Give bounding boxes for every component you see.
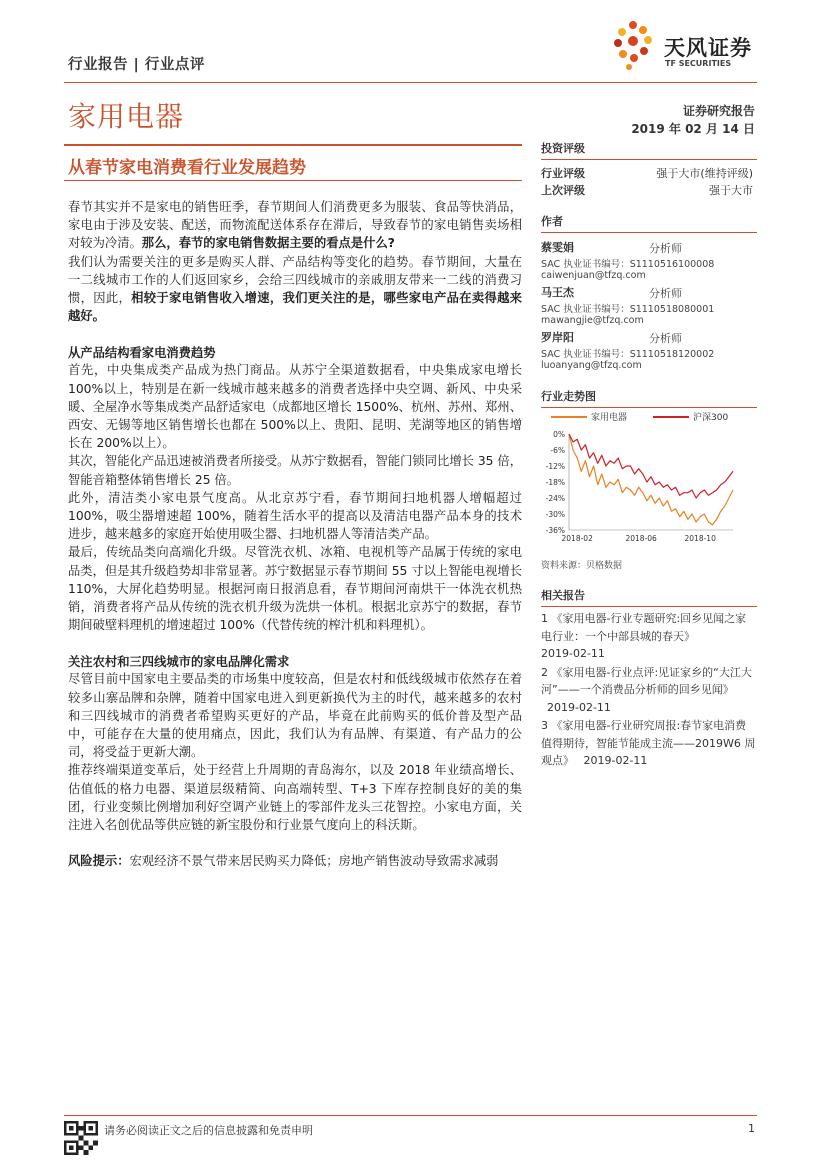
rating-section — [541, 140, 757, 202]
rating-label: 行业评级 — [541, 167, 585, 180]
author-cert: SAC 执业证书编号：S1110518080001 — [541, 304, 715, 315]
related-report-date: 2019-02-11 — [547, 700, 611, 714]
industry-title: 家用电器 — [68, 100, 185, 133]
title-rule-top — [64, 144, 522, 146]
trend-section — [541, 388, 757, 408]
author-email[interactable]: caiwenjuan@tfzq.com — [541, 270, 646, 281]
body-paragraph — [68, 198, 522, 253]
risk-text: 宏观经济不景气带来居民购买力降低；房地产销售波动导致需求减弱 — [129, 854, 499, 869]
y-tick-label: -6% — [550, 446, 565, 455]
author-cert: SAC 执业证书编号：S1110516100008 — [541, 259, 715, 270]
related-report-item[interactable] — [541, 664, 757, 717]
title-rule-bottom — [64, 180, 522, 181]
section-heading: 关注农村和三四线城市的家电品牌化需求 — [68, 655, 290, 670]
report-date: 2019 年 02 月 14 日 — [631, 122, 755, 136]
section-heading: 从产品结构看家电消费趋势 — [68, 346, 216, 361]
body-paragraph: 此外，清洁类小家电景气度高。从北京苏宁看，春节期间扫地机器人增幅超过 100%，吸尘器增速超 100%，随着生活水平的提高以及清洁电器产品本身的技术进步，越来越多的家庭开始使用吸尘器、扫地机器人等清洁类产品。 — [68, 490, 522, 542]
author-role: 分析师 — [649, 242, 682, 255]
legend-label: 沪深300 — [693, 413, 729, 423]
pinwheel-icon — [608, 20, 658, 72]
rating-rule — [541, 159, 757, 160]
rating-value: 强于大市(维持评级) — [656, 167, 753, 180]
author-name: 蔡雯娟 — [541, 241, 574, 254]
body-paragraph: 最后，传统品类向高端化升级。尽管洗衣机、冰箱、电视机等产品属于传统的家电品类，但是其升级趋势却非常显著。苏宁数据显示春节期间 55 寸以上智能电视增长 110%，大屏化趋势明显。根据河南日报消息看，春节期间河南烘干一体洗衣机热销，消费者将产品从传统的洗衣机升级为洗烘一体机。根据北京苏宁的数据，春节期间破壁料理机的增速超过 100%（代替传统的榨汁机和料理机）。 — [68, 545, 522, 633]
series-line — [569, 434, 733, 525]
y-tick-label: -18% — [545, 478, 565, 487]
body-emphasis: 那么，春节的家电销售数据主要的看点是什么? — [141, 236, 395, 251]
authors-heading: 作者 — [541, 215, 563, 228]
rating-value: 强于大市 — [709, 184, 753, 197]
risk-label: 风险提示： — [68, 854, 130, 869]
footer-rule — [64, 1115, 757, 1116]
rating-heading: 投资评级 — [541, 142, 585, 155]
brand-name-cn: 天风证券 — [664, 36, 752, 60]
author-card — [541, 329, 757, 383]
x-tick-label: 2018-02 — [561, 534, 593, 543]
y-tick-label: -36% — [545, 526, 565, 535]
author-name: 罗岸阳 — [541, 331, 574, 344]
body-paragraph — [68, 253, 522, 326]
authors-rule — [541, 232, 757, 233]
related-heading: 相关报告 — [541, 589, 585, 602]
author-name: 马王杰 — [541, 286, 574, 299]
footer-disclaimer[interactable]: 请务必阅读正文之后的信息披露和免责申明 — [104, 1124, 313, 1137]
y-tick-label: -30% — [545, 510, 565, 519]
x-tick-label: 2018-10 — [684, 534, 716, 543]
author-cert: SAC 执业证书编号：S1110518120002 — [541, 349, 715, 360]
related-rule — [541, 606, 757, 607]
trend-source: 资料来源：贝格数据 — [541, 561, 623, 571]
brand-logo — [608, 20, 758, 72]
qr-code-icon — [64, 1121, 98, 1155]
authors-section — [541, 213, 757, 383]
body-paragraph: 其次，智能化产品迅速被消费者所接受。从苏宁数据看，智能门锁同比增长 35 倍，智能音箱整体销售增长 25 倍。 — [68, 454, 522, 487]
page-number: 1 — [748, 1122, 755, 1135]
author-email[interactable]: luoanyang@tfzq.com — [541, 360, 642, 371]
risk-warning — [68, 852, 522, 870]
body-paragraph: 首先，中央集成类产品成为热门商品。从苏宁全渠道数据看，中央集成家电增长 100%以上，特别是在新一线城市越来越多的消费者选择中央空调、新风、中央采暖、全屋净水等集成类产品舒适家电（成都地区增长 1500%、杭州、苏州、郑州、西安、无锡等地区销售增长也都在 500%以上、贵阳、昆明、芜湖等地区的销售增长在 200%以上）。 — [68, 363, 522, 451]
related-report-title[interactable]: 3 《家用电器-行业研究周报:春节家电消费值得期待，智能节能成主流——2019W6 周观点》 — [541, 719, 756, 767]
body-text: 我们认为需要关注的更多是购买人群、产品结构等变化的趋势。春节期间，大量在一二线城市工作的人们返回家乡，会给三四线城市的亲戚朋友带来一二线的消费习惯，因此， — [68, 254, 522, 306]
rating-label: 上次评级 — [541, 184, 585, 197]
breadcrumb: 行业报告 | 行业点评 — [68, 57, 205, 73]
rating-row-current — [541, 162, 757, 182]
y-tick-label: -12% — [545, 462, 565, 471]
report-type: 证券研究报告 — [682, 104, 755, 118]
related-report-date: 2019-02-11 — [583, 754, 648, 767]
header-rule — [64, 82, 757, 83]
related-section — [541, 587, 757, 770]
body-paragraph: 推荐终端渠道变革后，处于经营上升周期的青岛海尔，以及 2018 年业绩高增长、估值低的格力电器、渠道层级精简、向高端转型、T+3 下库存控制良好的美的集团，行业变频比例增加利好空调产业链上的零部件龙头三花智控。小家电方面，关注进入名创优品等供应链的新宝股份和行业景气度向上的科沃斯。 — [68, 763, 522, 833]
x-tick-label: 2018-06 — [625, 534, 657, 543]
report-title: 从春节家电消费看行业发展趋势 — [68, 158, 306, 178]
main-body — [68, 198, 522, 871]
author-email[interactable]: mawangjie@tfzq.com — [541, 315, 644, 326]
y-tick-label: -24% — [545, 494, 565, 503]
trend-heading: 行业走势图 — [541, 390, 596, 403]
related-report-item[interactable] — [541, 610, 757, 663]
related-report-date: 2019-02-11 — [541, 647, 605, 660]
related-report-item[interactable] — [541, 717, 757, 770]
related-report-title[interactable]: 2 《家用电器-行业点评:见证家乡的“大江大河”——一个消费品分析师的回乡见闻》 — [541, 665, 752, 696]
trend-chart — [541, 408, 757, 556]
body-text: 春节其实并不是家电的销售旺季，春节期间人们消费更多为服装、食品等快消品，家电由于涉及安装、配送，而物流配送体系存在滞后，导致春节的家电销售卖场相对较为冷清。 — [68, 200, 522, 251]
author-role: 分析师 — [649, 287, 682, 300]
body-emphasis: 相较于家电销售收入增速，我们更关注的是，哪些家电产品在卖得越来越好。 — [68, 291, 522, 324]
y-tick-label: 0% — [553, 430, 565, 439]
legend-label: 家用电器 — [591, 413, 628, 423]
brand-name-en: TF SECURITIES — [665, 59, 732, 68]
author-role: 分析师 — [649, 332, 682, 345]
body-paragraph: 尽管目前中国家电主要品类的市场集中度较高，但是农村和低线级城市依然存在着较多山寨品牌和杂牌，随着中国家电进入到更新换代为主的时代，越来越多的农村和三四线城市的消费者希望购买更好的产品，毕竟在此前购买的低价普及型产品中，可能存在大量的使用痛点，因此，我们认为有品牌、有渠道、有产品力的公司，将受益于更新大潮。 — [68, 672, 522, 760]
related-report-title[interactable]: 1 《家用电器-行业专题研究:回乡见闻之家电行业：一个中部县城的春天》 — [541, 612, 747, 643]
rating-row-previous — [541, 182, 757, 202]
